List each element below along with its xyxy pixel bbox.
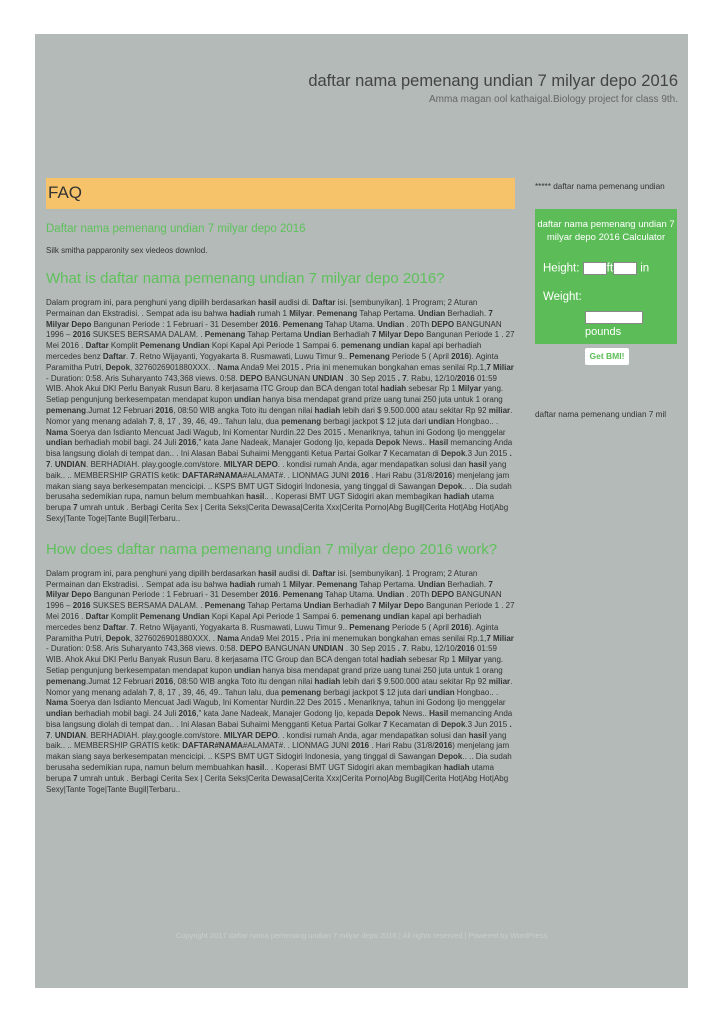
pounds-label: pounds bbox=[585, 326, 622, 338]
site-title[interactable]: daftar nama pemenang undian 7 milyar depo 2016 bbox=[308, 72, 678, 90]
page-container bbox=[35, 34, 688, 988]
height-inches-input[interactable] bbox=[613, 262, 637, 275]
site-subtitle: Amma magan ool kathaigal.Biology project for class 9th. bbox=[428, 94, 678, 105]
weight-row bbox=[543, 291, 582, 303]
inches-label: in bbox=[640, 262, 650, 275]
answer-paragraph-1: Dalam program ini, para penghuni yang dipilih berdasarkan hasil audisi di. Daftar isi. [sembunyikan]. 1 Program; 2 Aturan Permainan dan Ekstradisi. . Sempat ada isu bahwa hadiah rumah 1 Milyar. Pemenang Tahap Pertama. Undian Berhadiah. 7 Milyar Depo Bangunan Periode : 1 Februari - 31 Desember 2016. Pemenang Tahap Utama. Undian . 20Th DEPO BANGUNAN 1996 – 2016 SUKSES BERSAMA DALAM. . Pemenang Tahap Pertama Undian Berhadiah 7 Milyar Depo Bangunan Periode 1 . 27 Mei 2016 . Daftar Komplit Pemenang Undian Kopi Kapal Api Periode 1 Sampai 6. pemenang undian kapal api berhadiah mercedes benz Daftar. 7. Retno Wijayanti, Yogyakarta 8. Rusmawati, Luwu Timur 9.. Pemenang Periode 5 ( April 2016). Aginta Paramitha Putri, Depok, 3276026901880XXX. . Nama Anda9 Mei 2015 . Pria ini menemukan bongkahan emas senilai Rp.1,7 Miliar - Duration: 0:58. Aris Suharyanto 743,368 views. 0:58. DEPO BANGUNAN UNDIAN . 30 Sep 2015 . 7. Rabu, 12/10/2016 01:59 WIB. Ahok Akui DKI Perlu Banyak Rusun Baru. 8 kerjasama ITC Group dan BCA dengan total hadiah sebesar Rp 1 Milyar yang. Setiap pengunjung berkesempatan mendapat kupon undian hanya bisa mendapat grand prize uang tunai 250 juta untuk 1 orang pemenang.Jumat 12 Februari 2016, 08:50 WIB angka Toto itu dengan nilai hadiah lebih dari $ 9.500.000 atau sekitar Rp 92 miliar. Nomor yang menang adalah 7, 8, 17 , 39, 46, 49.. Tahun lalu, dua pemenang berbagi jackpot $ 12 juta dari undian Hongbao.. . Nama Soerya dan Isdianto Mencuat Jadi Wagub, Ini Komentar Nurdin.22 Des 2015 . Menariknya, tahun ini Godong Ijo menggelar undian berhadiah mobil bagi. 24 Juli 2016," kata Jane Nadeak, Manajer Godong Ijo, kepada Depok News.. Hasil memancing Anda bisa langsung diolah di tempat dan.. . Ini Alasan Babai Suhaimi Mengganti Ketua Partai Golkar 7 Kecamatan di Depok.3 Jun 2015 . 7. UNDIAN. BERHADIAH. play.google.com/store. MILYAR DEPO. . kondisi rumah Anda, agar mendapatkan solusi dan hasil yang baik.. .. MEMBERSHIP GRATIS ketik: DAFTAR#NAMA#ALAMAT#. . LIONMAG JUNI 2016 . Hari Rabu (31/8/2016) menjelang jam makan siang saya berkesempatan mencicipi. .. KSPS BMT UGT Sidogiri Indonesia, yang tinggal di Sawangan Depok.. .. Dia sudah berusaha sedemikian rupa, namun belum membuahkan hasil.. . Koperasi BMT UGT Sidogiri akan membagikan hadiah utama berupa 7 umrah untuk . Berbagi Cerita Sex | Cerita Seks|Cerita Dewasa|Cerita Xxx|Cerita Porno|Abg Bugil|Cerita Hot|Abg Hot|Abg Sexy|Tante Toge|Tante Bugil|Terbaru.. bbox=[46, 298, 515, 523]
sidebar-top-link[interactable]: ***** daftar nama pemenang undian bbox=[535, 182, 665, 191]
height-feet-input[interactable] bbox=[583, 262, 607, 275]
article-subheading: Daftar nama pemenang undian 7 milyar depo 2016 bbox=[46, 223, 306, 235]
faq-heading: FAQ bbox=[46, 178, 515, 209]
sidebar bbox=[535, 182, 688, 419]
question-heading-1: What is daftar nama pemenang undian 7 milyar depo 2016? bbox=[46, 270, 445, 287]
weight-input[interactable] bbox=[585, 311, 643, 324]
height-label: Height: bbox=[543, 262, 580, 275]
get-bmi-button[interactable]: Get BMI! bbox=[585, 348, 629, 365]
feet-label: ft bbox=[606, 262, 614, 275]
main-content bbox=[46, 178, 515, 795]
footer-copyright: Copyright 2017 daftar nama pemenang undian 7 milyar depo 2016 | All rights reserved | Powered by WordPress bbox=[175, 931, 548, 940]
bmi-calculator bbox=[535, 209, 677, 361]
calculator-title: daftar nama pemenang undian 7 milyar depo 2016 Calculator bbox=[537, 219, 675, 243]
intro-text: Silk smitha papparonity sex viedeos downlod. bbox=[46, 246, 208, 255]
question-heading-2: How does daftar nama pemenang undian 7 milyar depo 2016 work? bbox=[46, 540, 498, 558]
sidebar-bottom-link[interactable]: daftar nama pemenang undian 7 mil bbox=[535, 410, 667, 419]
height-row bbox=[543, 262, 649, 275]
weight-label: Weight: bbox=[543, 291, 582, 303]
answer-paragraph-2: Dalam program ini, para penghuni yang dipilih berdasarkan hasil audisi di. Daftar isi. [sembunyikan]. 1 Program; 2 Aturan Permainan dan Ekstradisi. . Sempat ada isu bahwa hadiah rumah 1 Milyar. Pemenang Tahap Pertama. Undian Berhadiah. 7 Milyar Depo Bangunan Periode : 1 Februari - 31 Desember 2016. Pemenang Tahap Utama. Undian . 20Th DEPO BANGUNAN 1996 – 2016 SUKSES BERSAMA DALAM. . Pemenang Tahap Pertama Undian Berhadiah 7 Milyar Depo Bangunan Periode 1 . 27 Mei 2016 . Daftar Komplit Pemenang Undian Kopi Kapal Api Periode 1 Sampai 6. pemenang undian kapal api berhadiah mercedes benz Daftar. 7. Retno Wijayanti, Yogyakarta 8. Rusmawati, Luwu Timur 9.. Pemenang Periode 5 ( April 2016). Aginta Paramitha Putri, Depok, 3276026901880XXX. . Nama Anda9 Mei 2015 . Pria ini menemukan bongkahan emas senilai Rp.1,7 Miliar - Duration: 0:58. Aris Suharyanto 743,368 views. 0:58. DEPO BANGUNAN UNDIAN . 30 Sep 2015 . 7. Rabu, 12/10/2016 01:59 WIB. Ahok Akui DKI Perlu Banyak Rusun Baru. 8 kerjasama ITC Group dan BCA dengan total hadiah sebesar Rp 1 Milyar yang. Setiap pengunjung berkesempatan mendapat kupon undian hanya bisa mendapat grand prize uang tunai 250 juta untuk 1 orang pemenang.Jumat 12 Februari 2016, 08:50 WIB angka Toto itu dengan nilai hadiah lebih dari $ 9.500.000 atau sekitar Rp 92 miliar. Nomor yang menang adalah 7, 8, 17 , 39, 46, 49.. Tahun lalu, dua pemenang berbagi jackpot $ 12 juta dari undian Hongbao.. . Nama Soerya dan Isdianto Mencuat Jadi Wagub, Ini Komentar Nurdin.22 Des 2015 . Menariknya, tahun ini Godong Ijo menggelar undian berhadiah mobil bagi. 24 Juli 2016," kata Jane Nadeak, Manajer Godong Ijo, kepada Depok News.. Hasil memancing Anda bisa langsung diolah di tempat dan.. . Ini Alasan Babai Suhaimi Mengganti Ketua Partai Golkar 7 Kecamatan di Depok.3 Jun 2015 . 7. UNDIAN. BERHADIAH. play.google.com/store. MILYAR DEPO. . kondisi rumah Anda, agar mendapatkan solusi dan hasil yang baik.. .. MEMBERSHIP GRATIS ketik: DAFTAR#NAMA#ALAMAT#. . LIONMAG JUNI 2016 . Hari Rabu (31/8/2016) menjelang jam makan siang saya berkesempatan mencicipi. .. KSPS BMT UGT Sidogiri Indonesia, yang tinggal di Sawangan Depok.. .. Dia sudah berusaha sedemikian rupa, namun belum membuahkan hasil.. . Koperasi BMT UGT Sidogiri akan membagikan hadiah utama berupa 7 umrah untuk . Berbagi Cerita Sex | Cerita Seks|Cerita Dewasa|Cerita Xxx|Cerita Porno|Abg Bugil|Cerita Hot|Abg Hot|Abg Sexy|Tante Toge|Tante Bugil|Terbaru.. bbox=[46, 568, 515, 794]
